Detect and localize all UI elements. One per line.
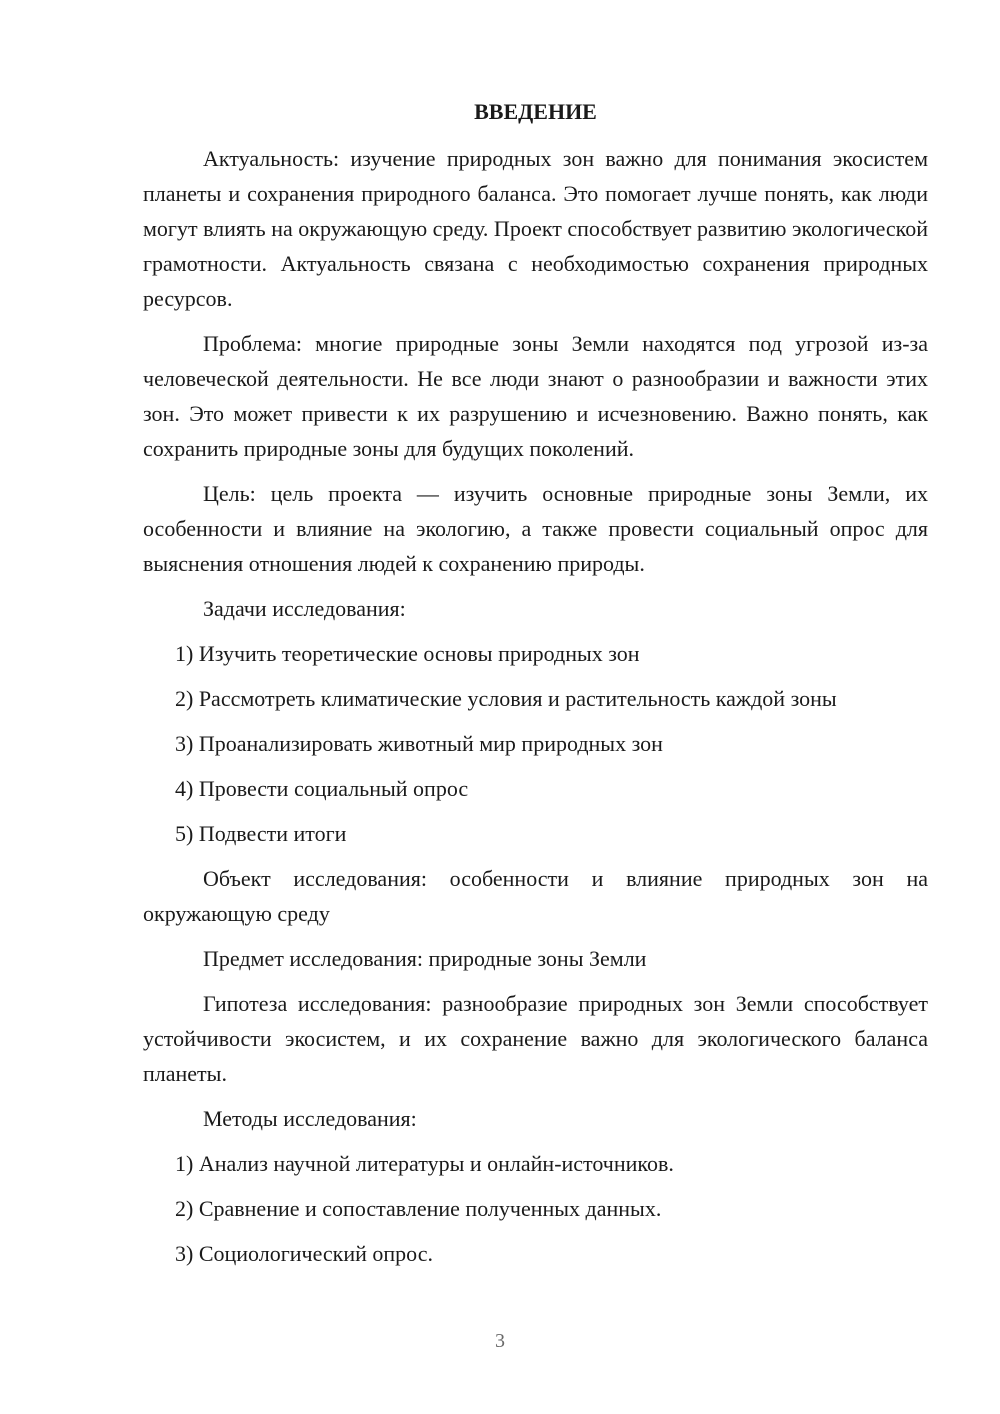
object-paragraph: Объект исследования: особенности и влияние природных зон на окружающую среду (143, 866, 928, 926)
list-item: 2) Рассмотреть климатические условия и растительность каждой зоны (175, 686, 837, 711)
subject-paragraph: Предмет исследования: природные зоны Земли (203, 946, 647, 971)
tasks-list (143, 636, 928, 851)
methods-label: Методы исследования: (203, 1106, 417, 1131)
list-item: 3) Социологический опрос. (175, 1241, 433, 1266)
list-item: 1) Анализ научной литературы и онлайн-источников. (175, 1151, 674, 1176)
relevance-paragraph: Актуальность: изучение природных зон важно для понимания экосистем планеты и сохранения природного баланса. Это помогает лучше понять, как люди могут влиять на окружающую среду. Проект способствует развитию экологической грамотности. Актуальность связана с необходимостью сохранения природных ресурсов. (143, 146, 928, 311)
list-item: 4) Провести социальный опрос (175, 776, 469, 801)
page-number: 3 (495, 1330, 505, 1352)
hypothesis-paragraph: Гипотеза исследования: разнообразие природных зон Земли способствует устойчивости экосистем, и их сохранение важно для экологического баланса планеты. (143, 991, 928, 1086)
list-item: 5) Подвести итоги (175, 821, 347, 846)
page-content (143, 94, 928, 1281)
list-item: 1) Изучить теоретические основы природных зон (175, 641, 640, 666)
goal-paragraph: Цель: цель проекта — изучить основные природные зоны Земли, их особенности и влияние на экологию, а также провести социальный опрос для выяснения отношения людей к сохранению природы. (143, 481, 928, 576)
methods-list (143, 1146, 928, 1271)
list-item: 3) Проанализировать животный мир природных зон (175, 731, 663, 756)
section-title: ВВЕДЕНИЕ (474, 99, 597, 124)
problem-paragraph: Проблема: многие природные зоны Земли находятся под угрозой из-за человеческой деятельности. Не все люди знают о разнообразии и важности этих зон. Это может привести к их разрушению и исчезновению. Важно понять, как сохранить природные зоны для будущих поколений. (143, 331, 928, 461)
tasks-label: Задачи исследования: (203, 596, 406, 621)
list-item: 2) Сравнение и сопоставление полученных данных. (175, 1196, 662, 1221)
